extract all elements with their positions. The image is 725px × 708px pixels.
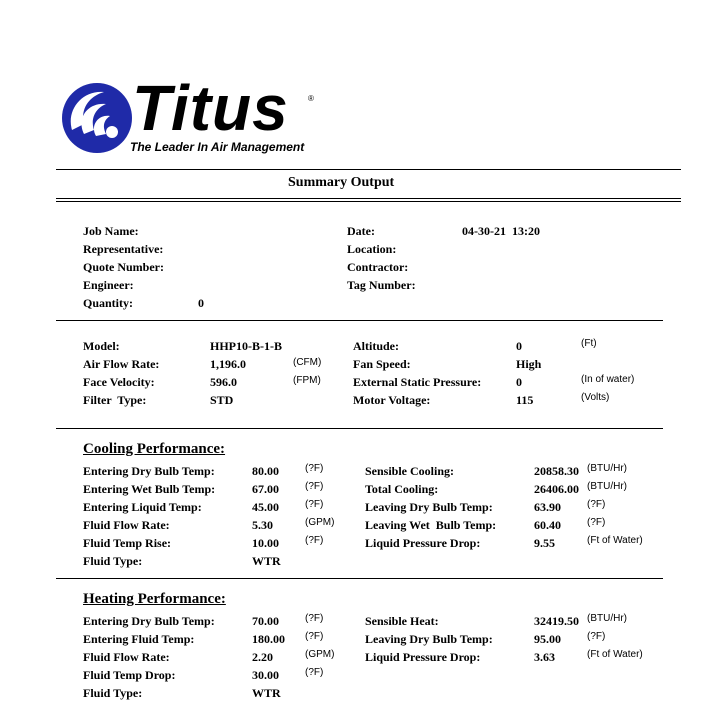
cooling-divider [56,578,663,579]
brand-name: Titus [132,72,289,144]
external-static-pressure-label: External Static Pressure: [353,375,482,389]
air-flow-rate-label: Air Flow Rate: [83,357,160,371]
cooling-leaving-wet-bulb-unit: (?F) [587,517,606,528]
cooling-leaving-wet-bulb-label: Leaving Wet Bulb Temp: [365,518,497,532]
cooling-fluid-flow-rate-label: Fluid Flow Rate: [83,518,170,532]
heating-entering-fluid-unit: (?F) [305,631,324,642]
total-cooling-label: Total Cooling: [365,482,439,496]
heating-fluid-flow-rate-value: 2.20 [252,650,273,664]
cooling-fluid-temp-rise-unit: (?F) [305,535,324,546]
filter-type-label: Filter Type: [83,393,147,407]
heating-leaving-dry-bulb-label: Leaving Dry Bulb Temp: [365,632,493,646]
cooling-fluid-type-label: Fluid Type: [83,554,143,568]
representative-label: Representative: [83,242,164,256]
altitude-value: 0 [516,339,522,353]
motor-voltage-value: 115 [516,393,534,407]
cooling-entering-wet-bulb-value: 67.00 [252,482,279,496]
total-cooling-unit: (BTU/Hr) [587,481,627,492]
quantity-value: 0 [198,296,204,310]
brand-tagline: The Leader In Air Management [130,140,305,154]
title-top-rule [56,169,681,170]
total-cooling-value: 26406.00 [534,482,579,496]
heating-liquid-pressure-drop-value: 3.63 [534,650,555,664]
heating-entering-dry-bulb-label: Entering Dry Bulb Temp: [83,614,215,628]
external-static-pressure-unit: (In of water) [581,374,635,385]
heating-fluid-temp-drop-unit: (?F) [305,667,324,678]
fan-speed-value: High [516,357,542,371]
heating-entering-fluid-label: Entering Fluid Temp: [83,632,195,646]
heating-fluid-temp-drop-value: 30.00 [252,668,279,682]
title-bottom-rule-2 [56,201,681,202]
model-label: Model: [83,339,120,353]
sensible-heat-value: 32419.50 [534,614,579,628]
cooling-fluid-flow-rate-unit: (GPM) [305,517,335,528]
cooling-fluid-type-value: WTR [252,554,281,568]
heating-fluid-type-value: WTR [252,686,281,700]
quantity-label: Quantity: [83,296,134,310]
cooling-heading: Cooling Performance: [83,441,226,457]
cooling-liquid-pressure-drop-unit: (Ft of Water) [587,535,643,546]
titus-logo [60,72,320,160]
motor-voltage-label: Motor Voltage: [353,393,431,407]
titus-swirl-icon [60,80,135,155]
cooling-entering-wet-bulb-label: Entering Wet Bulb Temp: [83,482,216,496]
page-title: Summary Output [288,175,395,190]
altitude-label: Altitude: [353,339,399,353]
heating-entering-fluid-value: 180.00 [252,632,285,646]
heating-leaving-dry-bulb-value: 95.00 [534,632,561,646]
registered-mark: ® [308,94,314,103]
heating-entering-dry-bulb-unit: (?F) [305,613,324,624]
tag-number-label: Tag Number: [347,278,416,292]
job-name-label: Job Name: [83,224,139,238]
model-value: HHP10-B-1-B [210,339,282,353]
job-divider [56,320,663,321]
cooling-entering-dry-bulb-label: Entering Dry Bulb Temp: [83,464,215,478]
cooling-entering-dry-bulb-unit: (?F) [305,463,324,474]
external-static-pressure-value: 0 [516,375,522,389]
face-velocity-value: 596.0 [210,375,237,389]
cooling-leaving-wet-bulb-value: 60.40 [534,518,561,532]
heating-fluid-flow-rate-unit: (GPM) [305,649,335,660]
fan-speed-label: Fan Speed: [353,357,411,371]
cooling-liquid-pressure-drop-value: 9.55 [534,536,555,550]
sensible-heat-unit: (BTU/Hr) [587,613,627,624]
date-label: Date: [347,224,375,238]
date-value: 04-30-21 13:20 [462,224,540,238]
motor-voltage-unit: (Volts) [581,392,610,403]
sensible-cooling-unit: (BTU/Hr) [587,463,627,474]
cooling-entering-liquid-value: 45.00 [252,500,279,514]
heating-liquid-pressure-drop-unit: (Ft of Water) [587,649,643,660]
air-flow-rate-value: 1,196.0 [210,357,246,371]
heating-fluid-temp-drop-label: Fluid Temp Drop: [83,668,176,682]
sensible-heat-label: Sensible Heat: [365,614,439,628]
cooling-leaving-dry-bulb-label: Leaving Dry Bulb Temp: [365,500,493,514]
heating-liquid-pressure-drop-label: Liquid Pressure Drop: [365,650,481,664]
sensible-cooling-value: 20858.30 [534,464,579,478]
title-bottom-rule [56,198,681,199]
heating-leaving-dry-bulb-unit: (?F) [587,631,606,642]
heating-heading: Heating Performance: [83,591,226,607]
quote-number-label: Quote Number: [83,260,164,274]
contractor-label: Contractor: [347,260,409,274]
heating-fluid-type-label: Fluid Type: [83,686,143,700]
altitude-unit: (Ft) [581,338,597,349]
air-flow-rate-unit: (CFM) [293,357,322,368]
heating-fluid-flow-rate-label: Fluid Flow Rate: [83,650,170,664]
engineer-label: Engineer: [83,278,134,292]
location-label: Location: [347,242,397,256]
face-velocity-label: Face Velocity: [83,375,155,389]
cooling-entering-liquid-unit: (?F) [305,499,324,510]
model-divider [56,428,663,429]
cooling-fluid-temp-rise-label: Fluid Temp Rise: [83,536,172,550]
filter-type-value: STD [210,393,234,407]
cooling-leaving-dry-bulb-unit: (?F) [587,499,606,510]
heating-entering-dry-bulb-value: 70.00 [252,614,279,628]
cooling-entering-dry-bulb-value: 80.00 [252,464,279,478]
cooling-fluid-flow-rate-value: 5.30 [252,518,273,532]
cooling-fluid-temp-rise-value: 10.00 [252,536,279,550]
face-velocity-unit: (FPM) [293,375,321,386]
cooling-entering-liquid-label: Entering Liquid Temp: [83,500,202,514]
cooling-entering-wet-bulb-unit: (?F) [305,481,324,492]
cooling-liquid-pressure-drop-label: Liquid Pressure Drop: [365,536,481,550]
sensible-cooling-label: Sensible Cooling: [365,464,455,478]
cooling-leaving-dry-bulb-value: 63.90 [534,500,561,514]
